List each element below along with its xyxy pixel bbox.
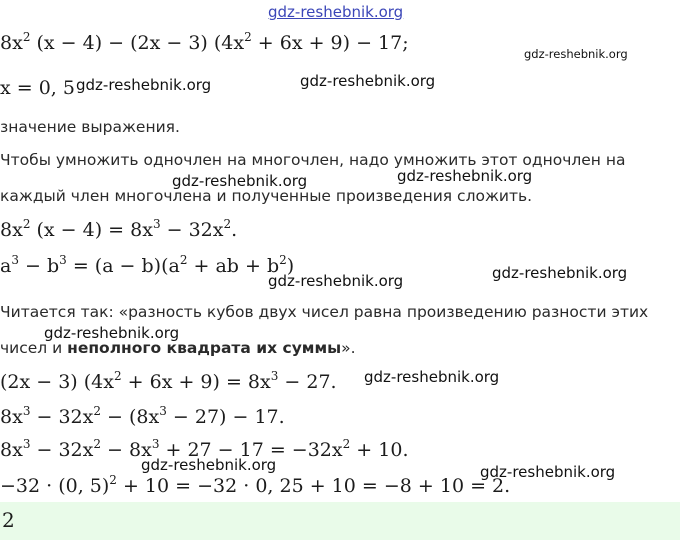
watermark: gdz-reshebnik.org: [364, 368, 500, 386]
step-4: $8x^3 - 32x^2 - 8x^3 + 27 - 17 = -32x^2 + 10$.: [0, 437, 409, 461]
watermark: gdz-reshebnik.org: [480, 463, 616, 481]
reading-end: ».: [341, 339, 356, 357]
task-text: значение выражения.: [0, 118, 180, 136]
watermark: gdz-reshebnik.org: [44, 324, 180, 342]
reading-start: чисел и: [0, 339, 68, 357]
watermark: gdz-reshebnik.org: [524, 47, 628, 61]
answer-value: 2: [2, 508, 15, 532]
watermark: gdz-reshebnik.org: [492, 264, 628, 282]
formula-reading-line2: [0, 338, 356, 358]
given-value: x = 0, 5: [0, 77, 75, 99]
cube-difference-formula: $a^3 - b^3 = (a - b)(a^2$ + ab + $b^2$): [0, 253, 295, 277]
watermark: gdz-reshebnik.org: [300, 72, 436, 90]
problem-expression: $8x^2$ (x − 4) − (2x − 3) $(4x^2 + 6x + 9) - 17$;: [0, 30, 409, 54]
rule-text-line1: Чтобы умножить одночлен на многочлен, надо умножить этот одночлен на: [0, 151, 626, 169]
answer-box: [0, 502, 680, 540]
step-5: −32 · (0, 5)$^2$ + 10 = −32 · 0, 25 + 10 = −8 + 10 = 2.: [0, 473, 511, 497]
watermark-top[interactable]: gdz-reshebnik.org: [268, 3, 404, 21]
step-2: (2x − 3) $(4x^2 + 6x + 9) = 8x^3 - 27$.: [0, 369, 337, 393]
formula-reading-line1: Читается так: «разность кубов двух чисел равна произведению разности этих: [0, 303, 649, 321]
step-1: $8x^2$ $(x - 4) = 8x^3 - 32x^2$.: [0, 217, 238, 241]
watermark: gdz-reshebnik.org: [141, 456, 277, 474]
watermark: gdz-reshebnik.org: [397, 167, 533, 185]
rule-text-line2: каждый член многочлена и полученные произведения сложить.: [0, 187, 533, 205]
watermark: gdz-reshebnik.org: [172, 172, 308, 190]
watermark: gdz-reshebnik.org: [76, 76, 212, 94]
step-3: $8x^3 - 32x^2 - (8x^3 - 27) - 17$.: [0, 404, 285, 428]
watermark: gdz-reshebnik.org: [268, 272, 404, 290]
reading-bold: неполного квадрата их суммы: [67, 339, 342, 357]
